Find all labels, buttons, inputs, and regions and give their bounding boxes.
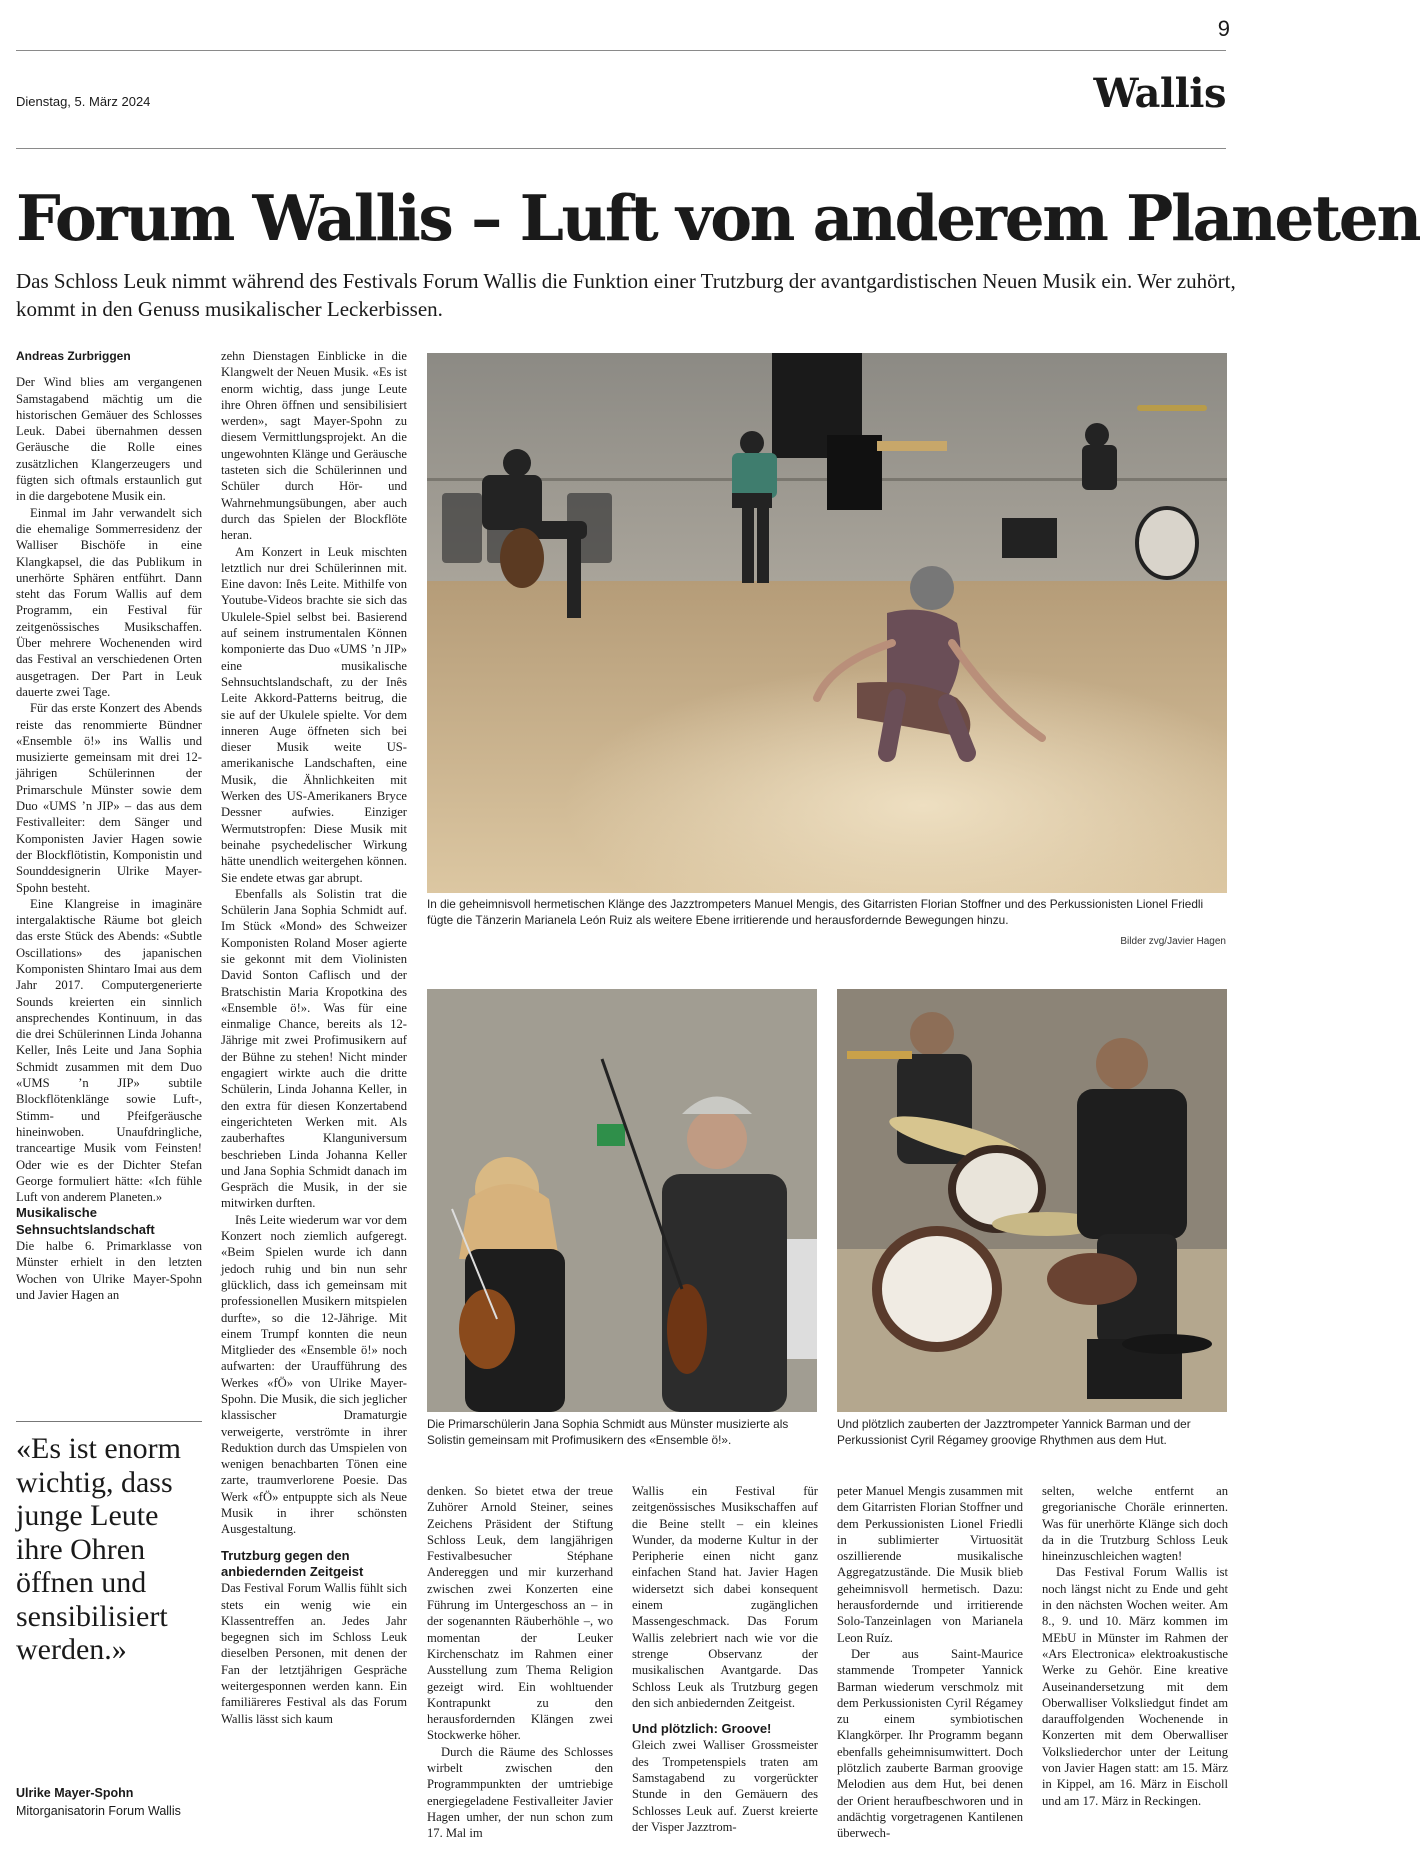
paragraph: Der Wind blies am vergangenen Samstagabend mächtig um die historischen Gemäuer des Schlosses Leuk. Dabei übernahmen dessen Geräusche die Rolle eines zusätzlichen Klangerzeugers und fügten sich oftmals erstaunlich gut in die dargebotene Musik ein. bbox=[16, 375, 202, 504]
column-1 bbox=[16, 348, 202, 1303]
paragraph: peter Manuel Mengis zusammen mit dem Gitarristen Florian Stoffner und dem Perkussionisten Lionel Friedli in sublimierter Virtuosität oszillierende musikalische Aggregatzustände. Die Musik blieb geheimnisvoll hermetisch. Dazu: herausfordernde und irritierende Solo-Tanzeinlagen von Marianela Leon Ruíz. bbox=[837, 1484, 1023, 1645]
paragraph: Wallis ein Festival für zeitgenössisches Musikschaffen auf die Beine stellt – ein kleines Wunder, da moderne Kultur in der Peripherie einen nicht ganz einfachen Stand hat. Javier Hagen widersetzt sich dabei konsequent einem zugänglichen Massengeschmack. Das Forum Wallis zelebriert nach wie vor die strenge Observanz der musikalischen Avantgarde. Das Schloss Leuk als Trutzburg gegen den sich anbiedernden Zeitgeist. bbox=[632, 1484, 818, 1710]
main-photo-caption: In die geheimnisvoll hermetischen Klänge des Jazztrompeters Manuel Mengis, des Gitarristen Florian Stoffner und des Perkussionisten Lionel Friedli fügte die Tänzerin Marianela León Ruiz als weitere Ebene irritierende und herausfordernde Bewegungen hinzu. bbox=[427, 897, 1204, 927]
subheading: Und plötzlich: Groove! bbox=[632, 1721, 772, 1737]
paragraph: Inês Leite wiederum war vor dem Konzert noch ziemlich aufgeregt. «Beim Spielen wurde ich dann jedoch ruhig und bin nun sehr glücklich, dass ich gemeinsam mit professionellen Musikern mitspielen durfte», so die 12-Jährige. Mit einem Trumpf konnten die neun Mitglieder des «Ensemble ö!» noch aufwarten: der Uraufführung des Werkes «fÖ» von Ulrike Mayer-Spohn. Die Musik, die sich jeglicher klassischer Dramaturgie verweigerte, verströmte in ihrer Reduktion durch das Umspielen von wenigen benachbarten Tönen eine zarte, traumverlorene Poesie. Das Werk «fÖ» entpuppte sich als Neue Musik in ihrer schönsten Ausgestaltung. bbox=[221, 1212, 407, 1537]
column-2 bbox=[221, 348, 407, 1727]
violin-photo bbox=[427, 989, 817, 1412]
paragraph: Gleich zwei Walliser Grossmeister des Trompetenspiels traten am Samstagabend zu vorgerückter Stunde in den Gemäuern des Schlosses Leuk auf. Zuerst kreierte der Visper Jazztrom- bbox=[632, 1738, 818, 1834]
drums-photo bbox=[837, 989, 1227, 1412]
paragraph: Der aus Saint-Maurice stammende Trompeter Yannick Barman wiederum verschmolz mit dem Perkussionisten Cyril Régamey zu einem symbiotischen Klangkörper. Ihr Programm begann ebenfalls geheimnisumwittert. Doch plötzlich zauberte Barman groovige Melodien aus dem Hut, bei denen der Orient heraufbeschworen und in andächtig vorgetragenen Kantilenen überwech- bbox=[837, 1646, 1023, 1841]
page-number: 9 bbox=[1217, 16, 1230, 41]
byline: Andreas Zurbriggen bbox=[16, 349, 131, 363]
pull-quote bbox=[16, 1421, 202, 1667]
subheading: Musikalische Sehnsuchtslandschaft bbox=[16, 1205, 155, 1237]
paragraph: Für das erste Konzert des Abends reiste das renommierte Bündner «Ensemble ö!» ins Wallis und musizierte gemeinsam mit drei 12-jährigen Schülerinnen der Primarschule Münster sowie dem Duo «UMS ’n JIP» – das aus dem Festivalleiter: dem Sänger und Komponisten Javier Hagen sowie der Blockflötistin, Komponistin und Sounddesignerin Ulrike Mayer-Spohn besteht. bbox=[16, 701, 202, 895]
column-4 bbox=[632, 1483, 818, 1835]
paragraph: Einmal im Jahr verwandelt sich die ehemalige Sommerresidenz der Walliser Bischöfe in eine Klangkapsel, die das Publikum in unerhörte Sphären entführt. Dann steht das Forum Wallis auf dem Programm, ein Festival für zeitgenössisches Musikschaffen. Über mehrere Wochenenden wird das Festival an verschiedenen Orten ausgetragen. Der Part in Leuk dauerte zwei Tage. bbox=[16, 505, 202, 699]
issue-date: Dienstag, 5. März 2024 bbox=[16, 94, 151, 109]
paragraph: denken. So bietet etwa der treue Zuhörer Arnold Steiner, seines Zeichens Präsident der Stiftung Schloss Leuk, dem langjährigen Festivalbesucher Stéphane Andereggen und mir kurzerhand zwischen zwei Konzerten eine Führung im Untergeschoss an – in der sogenannten Räuberhöhle –, wo momentan der Leuker Kirchenschatz im Rahmen einer Ausstellung zum Thema Religion gezeigt wird. Ein wohltuender Kontrapunkt zu den herausfordernden Klängen zwei Stockwerke höher. bbox=[427, 1484, 613, 1743]
photo-credit: Bilder zvg/Javier Hagen bbox=[1120, 936, 1226, 947]
main-photo-image bbox=[427, 353, 1227, 893]
pull-quote-text: «Es ist enorm wichtig, dass junge Leute ihre Ohren öffnen und sensibilisiert werden.» bbox=[16, 1432, 181, 1666]
headline: Forum Wallis – Luft von anderem Planeten bbox=[16, 181, 1420, 255]
paragraph: Die halbe 6. Primarklasse von Münster erhielt in den letzten Wochen von Ulrike Mayer-Spohn und Javier Hagen an bbox=[16, 1239, 202, 1302]
header-rule bbox=[16, 148, 1226, 149]
subheading: Trutzburg gegen den anbiedernden Zeitgeist bbox=[221, 1547, 364, 1579]
column-6 bbox=[1042, 1483, 1228, 1809]
paragraph: Durch die Räume des Schlosses wirbelt zwischen den Programmpunkten der umtriebige energiegeladene Festivalleiter Javier Hagen umher, der nun schon zum 17. Mal im bbox=[427, 1744, 613, 1841]
violin-photo-image bbox=[427, 989, 817, 1412]
violin-photo-caption: Die Primarschülerin Jana Sophia Schmidt aus Münster musizierte als Solistin gemeinsam mit Profimusikern des «Ensemble ö!». bbox=[427, 1417, 789, 1447]
drums-photo-caption: Und plötzlich zauberten der Jazztrompeter Yannick Barman und der Perkussionist Cyril Régamey groovige Rhythmen aus dem Hut. bbox=[837, 1417, 1191, 1447]
paragraph: Am Konzert in Leuk mischten letztlich nur drei Schülerinnen mit. Eine davon: Inês Leite. Mithilfe von Youtube-Videos brachte sie sich das Ukulele-Spiel selbst bei. Basierend auf seinem instrumentalen Können komponierte das Duo «UMS ’n JIP» eine musikalische Sehnsuchtslandschaft, zu der Inês Leite Akkord-Patterns beitrug, die sie auf der Ukulele spielte. Vor dem inneren Auge öffneten sich bei dieser Musik weite US-amerikanische Landschaften, eine Musik, die Ähnlichkeiten mit Werken des US-Amerikaners Bryce Dessner aufwies. Einziger Wermutstropfen: Diese Musik mit beinahe psychedelischer Wirkung hätte unendlich weitergehen können. Sie endete etwas gar abrupt. bbox=[221, 544, 407, 885]
section-title: Wallis bbox=[1093, 70, 1226, 117]
paragraph: selten, welche entfernt an gregorianische Choräle erinnerten. Was für unerhörte Klänge sich doch da in die Trutzburg Schloss Leuk hineinzuschleichen wagten! bbox=[1042, 1484, 1228, 1564]
drums-photo-image bbox=[837, 989, 1227, 1412]
quote-author: Ulrike Mayer-Spohn bbox=[16, 1786, 134, 1800]
paragraph: Eine Klangreise in imaginäre intergalaktische Räume bot gleich das erste Stück des Abends: «Subtle Oscillations» des japanischen Komponisten Shintaro Imai aus dem Jahr 2017. Computergenerierte Sounds kreierten ein sinnlich ansprechendes Kontinuum, in das die drei Schülerinnen Linda Johanna Keller, Inês Leite und Jana Sophia Schmidt zusammen mit dem Duo «UMS ’n JIP» subtile Blockflötenklänge sowie Luft-, Stimm- und Pfeifgeräusche hineinwoben. Unaufdringliche, tranceartige Musik vom Feinsten! Oder wie es der Dichter Stefan George formuliert hätte: «Ich fühle Luft von anderem Planeten.» bbox=[16, 896, 202, 1205]
exit-sign-icon bbox=[597, 1124, 625, 1146]
column-3 bbox=[427, 1483, 613, 1842]
paragraph: Das Festival Forum Wallis ist noch längst nicht zu Ende und geht in den nächsten Wochen weiter. Am 8., 9. und 10. März kommen im MEbU in Münster im Rahmen der «Ars Electronica» elektroakustische Werke zu Gehör. Eine kreative Auseinandersetzung mit dem Oberwalliser Volksliedgut findet am darauffolgenden Wochenende in Konzerten mit dem Oberwalliser Volksliederchor unter der Leitung von Javier Hagen statt: am 15. März in Kippel, am 16. März in Eischoll und am 17. März in Reckingen. bbox=[1042, 1565, 1228, 1808]
top-rule bbox=[16, 50, 1226, 51]
column-5 bbox=[837, 1483, 1023, 1842]
paragraph: Das Festival Forum Wallis fühlt sich stets ein wenig wie ein Klassentreffen an. Jedes Jahr begegnen sich im Schloss Leuk dieselben Personen, mit denen der Fan der letztjährigen Gespräche weitergesponnen werden kann. Ein familiäreres Festival als das Forum Wallis lässt sich kaum bbox=[221, 1581, 407, 1726]
paragraph: zehn Dienstagen Einblicke in die Klangwelt der Neuen Musik. «Es ist enorm wichtig, dass junge Leute ihre Ohren öffnen und sensibilisiert werden», sagt Mayer-Spohn zu diesem Vermittlungsprojekt. An die ungewohnten Klänge und Geräusche tasteten sich die Schülerinnen und Schüler durch Hör- und Wahrnehmungsübungen, aber auch durch das Spielen der Blockflöte heran. bbox=[221, 349, 407, 543]
quote-author-role: Mitorganisatorin Forum Wallis bbox=[16, 1804, 181, 1818]
lead-paragraph: Das Schloss Leuk nimmt während des Festivals Forum Wallis die Funktion einer Trutzburg der avantgardistischen Neuen Musik ein. Wer zuhört, kommt in den Genuss musikalischer Leckerbissen. bbox=[16, 269, 1236, 321]
main-photo bbox=[427, 353, 1227, 893]
paragraph: Ebenfalls als Solistin trat die Schülerin Jana Sophia Schmidt auf. Im Stück «Mond» des Schweizer Komponisten Roland Moser agierte sie gekonnt mit dem Violinisten David Sonton Caflisch und der Bratschistin Maria Kropotkina des «Ensemble ö!». Was für eine einmalige Chance, bereits als 12-Jährige mit zwei Profimusikern auf der Bühne zu stehen! Nicht minder engagiert wirkte auch die dritte Schülerin, Linda Johanna Keller, in den extra für diesen Konzertabend eingerichteten Werken mit. Als zauberhaftes Klanguniversum beschrieben Linda Johanna Keller und Jana Sophia Schmidt danach im Gespräch die Musik, in der sie mitwirken durften. bbox=[221, 886, 407, 1211]
